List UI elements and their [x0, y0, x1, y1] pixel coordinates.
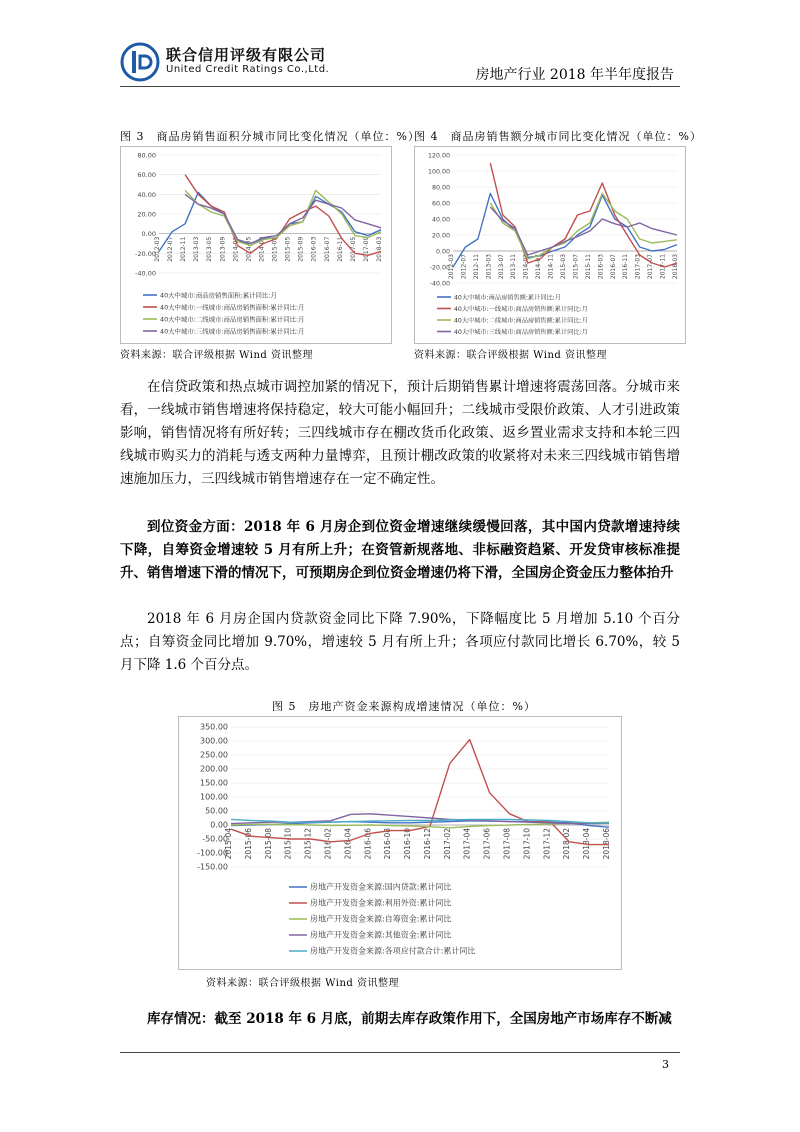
fig5-x-tick-label: 2015-12 [303, 828, 313, 860]
fig5-x-tick-label: 2017-08 [502, 828, 512, 860]
fig5-y-tick-label: -100.00 [197, 848, 228, 858]
figure3-chart [120, 146, 392, 344]
fig5-legend-label-3: 房地产开发资金来源:自筹资金:累计同比 [310, 914, 452, 924]
fig3-legend-label-1: 40大中城市:商品房销售面积:累计同比:月 [160, 291, 277, 300]
fig4-x-tick-label: 2012-07 [460, 254, 468, 280]
fig5-x-tick-label: 2015-08 [263, 828, 273, 860]
figure4-source: 资料来源：联合评级根据 Wind 资讯整理 [414, 350, 607, 361]
fig3-x-tick-label: 2015-01 [271, 236, 279, 262]
fig5-y-tick-label: 100.00 [200, 792, 228, 802]
fig3-x-tick-label: 2013-03 [193, 236, 201, 262]
fig4-x-tick-label: 2014-07 [535, 254, 543, 280]
fig5-y-tick-label: 350.00 [200, 722, 228, 732]
fig3-series-line-4 [185, 194, 381, 243]
fig4-x-tick-label: 2016-03 [597, 254, 605, 280]
fig5-x-tick-label: 2016-08 [383, 828, 393, 860]
fig3-y-tick-label: 80.00 [137, 151, 156, 160]
fig3-legend-label-3: 40大中城市:二线城市:商品房销售面积:累计同比:月 [160, 315, 305, 324]
fig4-x-tick-label: 2015-03 [560, 254, 567, 280]
fig3-y-tick-label: 60.00 [137, 171, 156, 180]
fig3-x-tick-label: 2012-03 [154, 236, 161, 262]
fig3-legend-label-4: 40大中城市:三线城市:商品房销售面积:累计同比:月 [160, 327, 305, 336]
figure4-caption: 图 4 商品房销售额分城市同比变化情况（单位：%） [414, 130, 702, 143]
fig3-x-tick-label: 2017-05 [349, 236, 357, 262]
fig5-x-tick-label: 2017-04 [462, 828, 472, 860]
fig4-series-line-2 [490, 163, 677, 267]
fig3-x-tick-label: 2016-11 [336, 236, 344, 262]
fig5-y-tick-label: 50.00 [205, 806, 228, 816]
fig4-x-tick-label: 2015-11 [584, 254, 592, 280]
fig5-x-tick-label: 2017-12 [542, 828, 552, 860]
fig3-y-tick-label: 0.00 [141, 230, 156, 239]
fig5-x-tick-label: 2015-04 [224, 828, 233, 860]
fig4-legend-label-2: 40大中城市:一线城市:商品房销售额:累计同比:月 [454, 306, 588, 313]
figure5-chart [178, 716, 622, 970]
fig4-x-tick-label: 2012-11 [472, 254, 480, 280]
fig4-y-tick-label: 80.00 [431, 184, 450, 192]
figure3-caption: 图 3 商品房销售面积分城市同比变化情况（单位：%） [120, 130, 420, 143]
fig4-x-tick-label: 2015-07 [572, 254, 580, 280]
fig5-legend-label-2: 房地产开发资金来源:利用外资:累计同比 [310, 898, 452, 908]
figure3-svg [121, 147, 391, 343]
fig4-x-tick-label: 2012-03 [448, 254, 455, 280]
fig5-x-tick-label: 2017-06 [482, 828, 492, 860]
fig5-y-tick-label: 0.00 [210, 820, 228, 830]
fig3-x-tick-label: 2015-05 [284, 236, 292, 262]
figure3-source: 资料来源：联合评级根据 Wind 资讯整理 [120, 350, 313, 361]
fig5-y-tick-label: -150.00 [197, 862, 228, 872]
fig4-x-tick-label: 2013-07 [497, 254, 505, 280]
fig5-x-tick-label: 2016-12 [422, 828, 432, 860]
company-logo-icon [120, 42, 160, 82]
fig4-y-tick-label: -20.00 [429, 264, 450, 272]
fig5-legend-label-5: 房地产开发资金来源:各项应付款合计:累计同比 [310, 946, 476, 956]
fig4-y-tick-label: 100.00 [427, 168, 450, 176]
fig4-x-tick-label: 2017-03 [634, 254, 642, 280]
fig4-x-tick-label: 2014-11 [547, 254, 555, 280]
fig3-x-tick-label: 2013-09 [219, 236, 227, 262]
fig4-legend-label-4: 40大中城市:三线城市:商品房销售额:累计同比:月 [454, 329, 588, 336]
figure5-source: 资料来源：联合评级根据 Wind 资讯整理 [206, 978, 399, 989]
fig5-x-tick-label: 2017-02 [442, 828, 452, 860]
fig5-x-tick-label: 2016-04 [343, 828, 353, 860]
fig3-legend-label-2: 40大中城市:一线城市:商品房销售面积:累计同比:月 [160, 303, 305, 312]
fig4-x-tick-label: 2013-03 [485, 254, 493, 280]
fig5-x-tick-label: 2018-06 [602, 828, 611, 860]
fig3-x-tick-label: 2016-07 [323, 236, 331, 262]
figure5-caption: 图 5 房地产资金来源构成增速情况（单位：%） [272, 700, 536, 713]
fig5-x-tick-label: 2016-10 [403, 828, 413, 860]
paragraph-funds-heading: 到位资金方面：2018 年 6 月房企到位资金增速继续缓慢回落，其中国内贷款增速持续下降，自筹资金增速较 5 月有所上升；在资管新规落地、非标融资趋紧、开发贷审核标准提升、销售增速下滑的情况下，可预期房企到位资金增速仍将下滑，全国房企资金压力整体抬升 [120, 519, 680, 581]
fig4-x-tick-label: 2013-11 [510, 254, 518, 280]
paragraph-sales-outlook: 在信贷政策和热点城市调控加紧的情况下，预计后期销售累计增速将震荡回落。分城市来看，一线城市销售增速将保持稳定，较大可能小幅回升；二线城市受限价政策、人才引进政策影响，销售情况将有所好转；三四线城市存在棚改货币化政策、返乡置业需求支持和本轮三四线城市购买力的消耗与透支两种力量博弈，且预计棚改政策的收紧将对未来三四线城市销售增速施加压力，三四线城市销售增速存在一定不确定性。 [120, 379, 680, 487]
fig4-x-tick-label: 2017-11 [659, 253, 667, 280]
fig3-x-tick-label: 2012-07 [167, 236, 175, 262]
fig4-x-tick-label: 2016-07 [609, 254, 617, 280]
fig5-legend-label-1: 房地产开发资金来源:国内贷款:累计同比 [310, 882, 452, 892]
fig3-x-tick-label: 2013-05 [206, 236, 214, 262]
fig3-y-tick-label: -20.00 [135, 249, 156, 258]
fig5-x-tick-label: 2017-10 [522, 828, 532, 860]
fig3-x-tick-label: 2012-11 [180, 236, 188, 262]
fig4-y-tick-label: -40.00 [429, 280, 450, 288]
fig5-legend-label-4: 房地产开发资金来源:其他资金:累计同比 [310, 930, 452, 940]
fig5-x-tick-label: 2018-02 [562, 828, 572, 860]
fig3-x-tick-label: 2015-09 [297, 236, 305, 262]
fig5-x-tick-label: 2015-10 [283, 828, 293, 860]
figure5-svg [179, 717, 621, 969]
figure4-svg [415, 147, 685, 343]
paragraph-inventory: 库存情况：截至 2018 年 6 月底，前期去库存政策作用下，全国房地产市场库存不断减 [147, 1011, 672, 1027]
page-number: 3 [662, 1058, 669, 1071]
fig4-x-tick-label: 2018-03 [672, 254, 679, 280]
fig5-y-tick-label: 300.00 [200, 736, 228, 746]
fig3-x-tick-label: 2017-09 [362, 236, 370, 262]
header-divider [120, 86, 680, 87]
company-name-en: United Credit Ratings Co.,Ltd. [166, 64, 330, 75]
fig4-y-tick-label: 120.00 [427, 152, 450, 160]
fig4-x-tick-label: 2016-11 [622, 254, 630, 280]
fig4-legend-label-3: 40大中城市:二线城市:商品房销售额:累计同比:月 [454, 317, 588, 325]
fig3-y-tick-label: -40.00 [135, 269, 156, 278]
fig5-y-tick-label: 150.00 [200, 778, 228, 788]
fig5-x-tick-label: 2015-06 [243, 828, 253, 860]
report-title: 房地产行业 2018 年半年度报告 [475, 67, 674, 83]
fig4-y-tick-label: 60.00 [431, 200, 450, 208]
paragraph-funds-detail: 2018 年 6 月房企国内贷款资金同比下降 7.90%，下降幅度比 5 月增加 5.10 个百分点；自筹资金同比增加 9.70%，增速较 5 月有所上升；各项应付款同比增长 6.70%，较 5 月下降 1.6 个百分点。 [120, 611, 680, 673]
figure4-chart [414, 146, 686, 344]
fig5-x-tick-label: 2016-02 [323, 828, 333, 860]
fig5-y-tick-label: -50.00 [202, 834, 228, 844]
fig4-x-tick-label: 2017-07 [647, 254, 655, 280]
fig3-x-tick-label: 2014-05 [245, 236, 253, 262]
fig3-x-tick-label: 2018-03 [376, 236, 383, 262]
fig3-y-tick-label: 40.00 [137, 190, 156, 199]
company-name-cn: 联合信用评级有限公司 [166, 46, 327, 64]
fig5-y-tick-label: 250.00 [200, 750, 228, 760]
fig5-y-tick-label: 200.00 [200, 764, 228, 774]
fig5-x-tick-label: 2016-06 [363, 828, 373, 860]
fig4-x-tick-label: 2014-03 [522, 254, 530, 280]
fig3-x-tick-label: 2014-01 [232, 236, 240, 262]
fig4-legend-label-1: 40大中城市:商品房销售额:累计同比:月 [454, 294, 561, 302]
fig3-x-tick-label: 2014-09 [258, 236, 266, 262]
fig4-y-tick-label: 40.00 [431, 216, 450, 224]
fig3-y-tick-label: 20.00 [137, 210, 156, 219]
fig4-y-tick-label: 0.00 [435, 248, 450, 256]
fig4-y-tick-label: 20.00 [431, 232, 450, 240]
fig5-x-tick-label: 2018-04 [582, 828, 592, 860]
footer-divider [120, 1052, 680, 1053]
fig3-x-tick-label: 2016-03 [310, 236, 318, 262]
